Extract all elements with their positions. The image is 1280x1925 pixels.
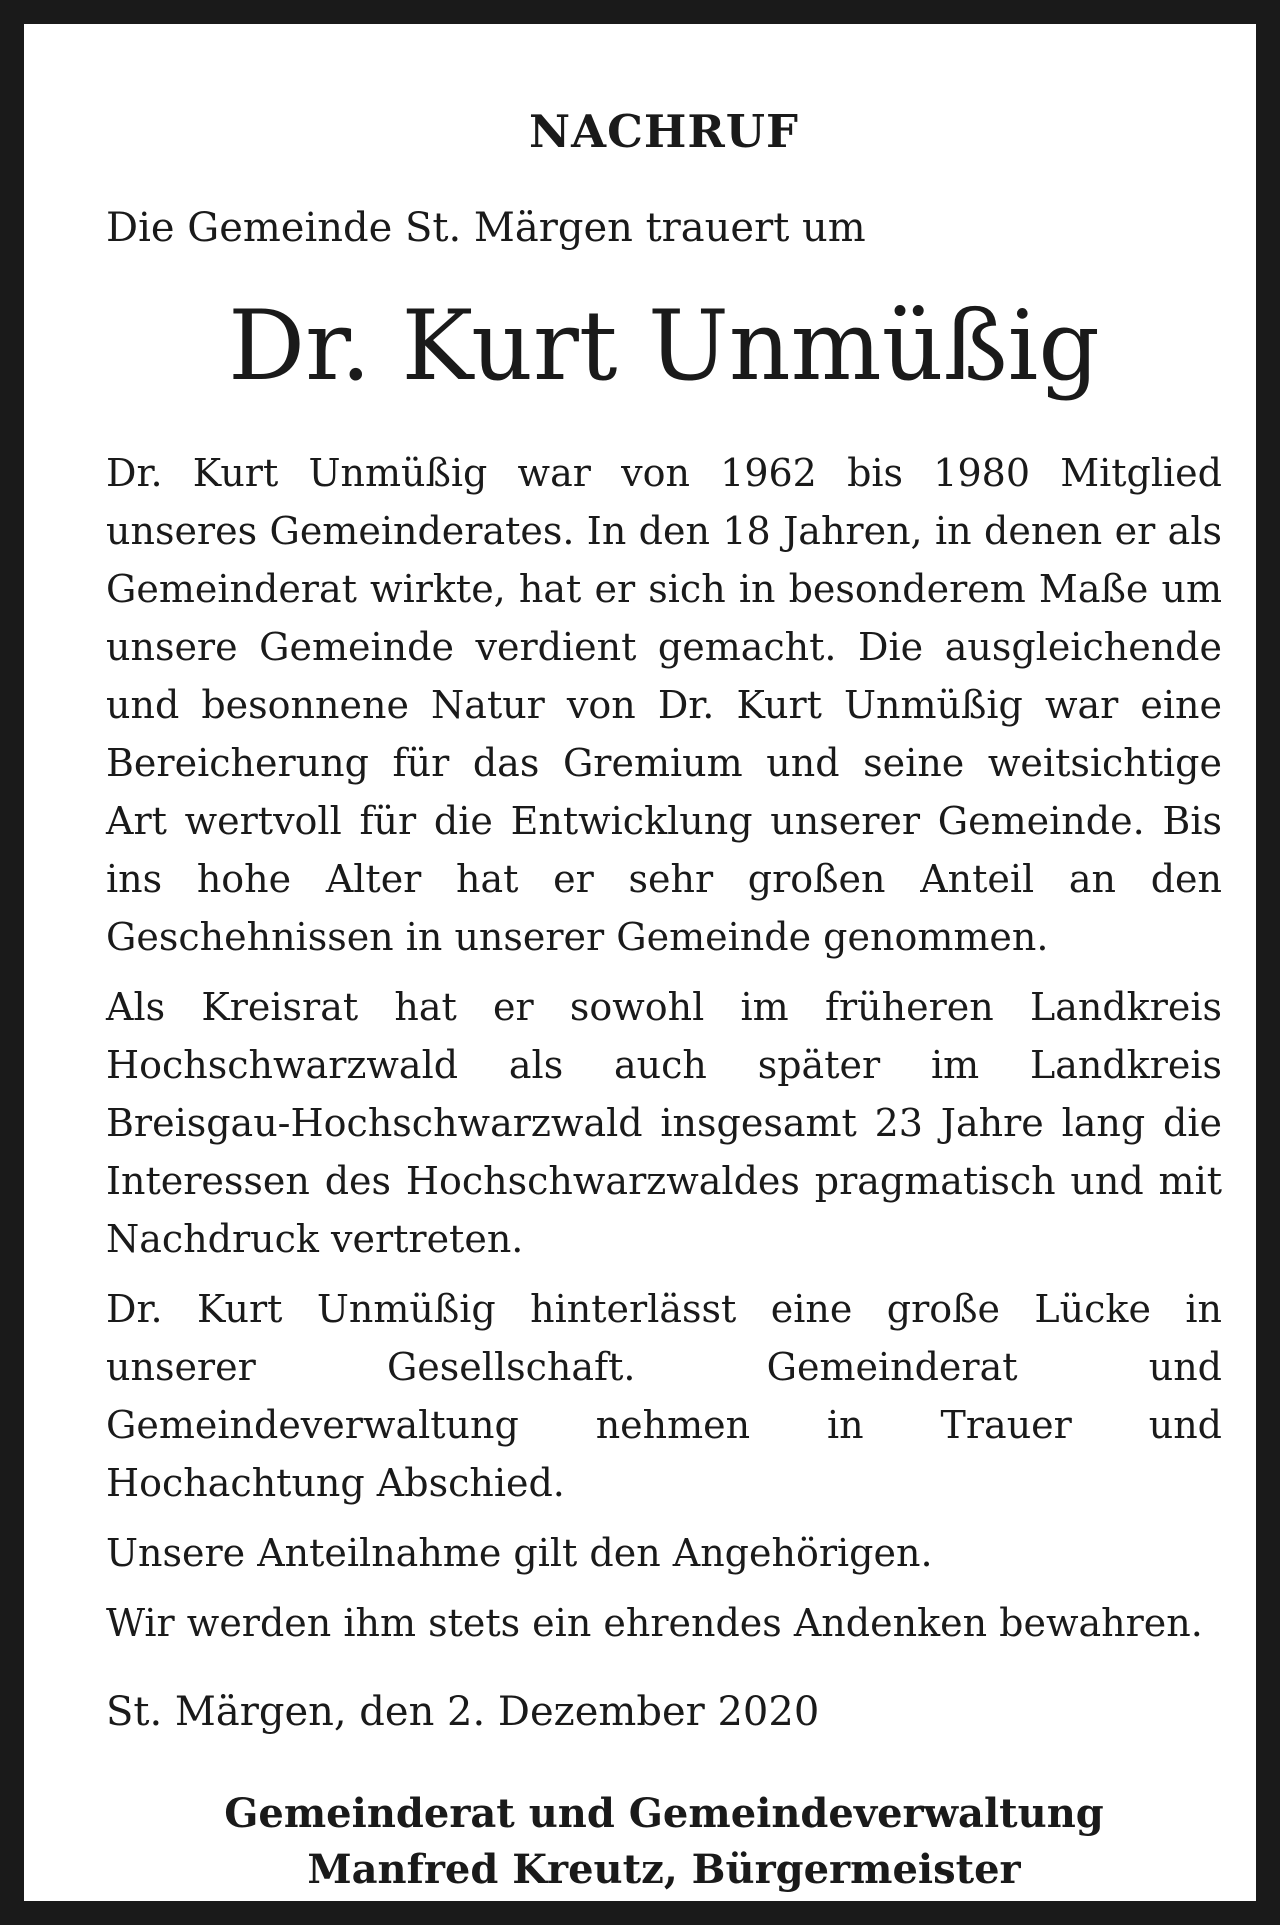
signature-mayor: Manfred Kreutz, Bürgermeister <box>307 1846 1021 1893</box>
signature-organization: Gemeinderat und Gemeindeverwaltung <box>224 1790 1104 1837</box>
notice-heading: NACHRUF <box>529 105 799 158</box>
intro-line: Die Gemeinde St. Märgen trauert um <box>106 205 866 251</box>
notice-content <box>106 96 1222 1898</box>
paragraph-farewell: Dr. Kurt Unmüßig hinterlässt eine große Lücke in unserer Gesellschaft. Gemeinderat und Gemeindeverwaltung nehmen in Trauer und Hochachtung Abschied. <box>106 1287 1222 1505</box>
paragraph-council-member: Dr. Kurt Unmüßig war von 1962 bis 1980 Mitglied unseres Gemeinderates. In den 18 Jahren, in denen er als Gemeinderat wirkte, hat er sich in besonderem Maße um unsere Gemeinde verdient gemacht. Die ausgleichende und besonnene Natur von Dr. Kurt Unmüßig war eine Bereicherung für das Gremium und seine weitsichtige Art wertvoll für die Entwicklung unserer Gemeinde. Bis ins hohe Alter hat er sehr großen Anteil an den Geschehnissen in unserer Gemeinde genommen. <box>106 451 1222 959</box>
paragraph-condolences: Unsere Anteilnahme gilt den Angehörigen. <box>106 1531 933 1575</box>
paragraph-district-council: Als Kreisrat hat er sowohl im früheren Landkreis Hochschwarzwald als auch später im Landkreis Breisgau-Hochschwarzwald insgesamt 23 Jahre lang die Interessen des Hochschwarzwaldes pragmatisch und mit Nachdruck vertreten. <box>106 985 1222 1261</box>
paragraph-remembrance: Wir werden ihm stets ein ehrendes Andenken bewahren. <box>106 1601 1203 1645</box>
deceased-name: Dr. Kurt Unmüßig <box>228 290 1100 402</box>
notice-body <box>106 444 1222 1652</box>
date-line: St. Märgen, den 2. Dezember 2020 <box>106 1689 820 1735</box>
signature-block <box>106 1786 1222 1898</box>
